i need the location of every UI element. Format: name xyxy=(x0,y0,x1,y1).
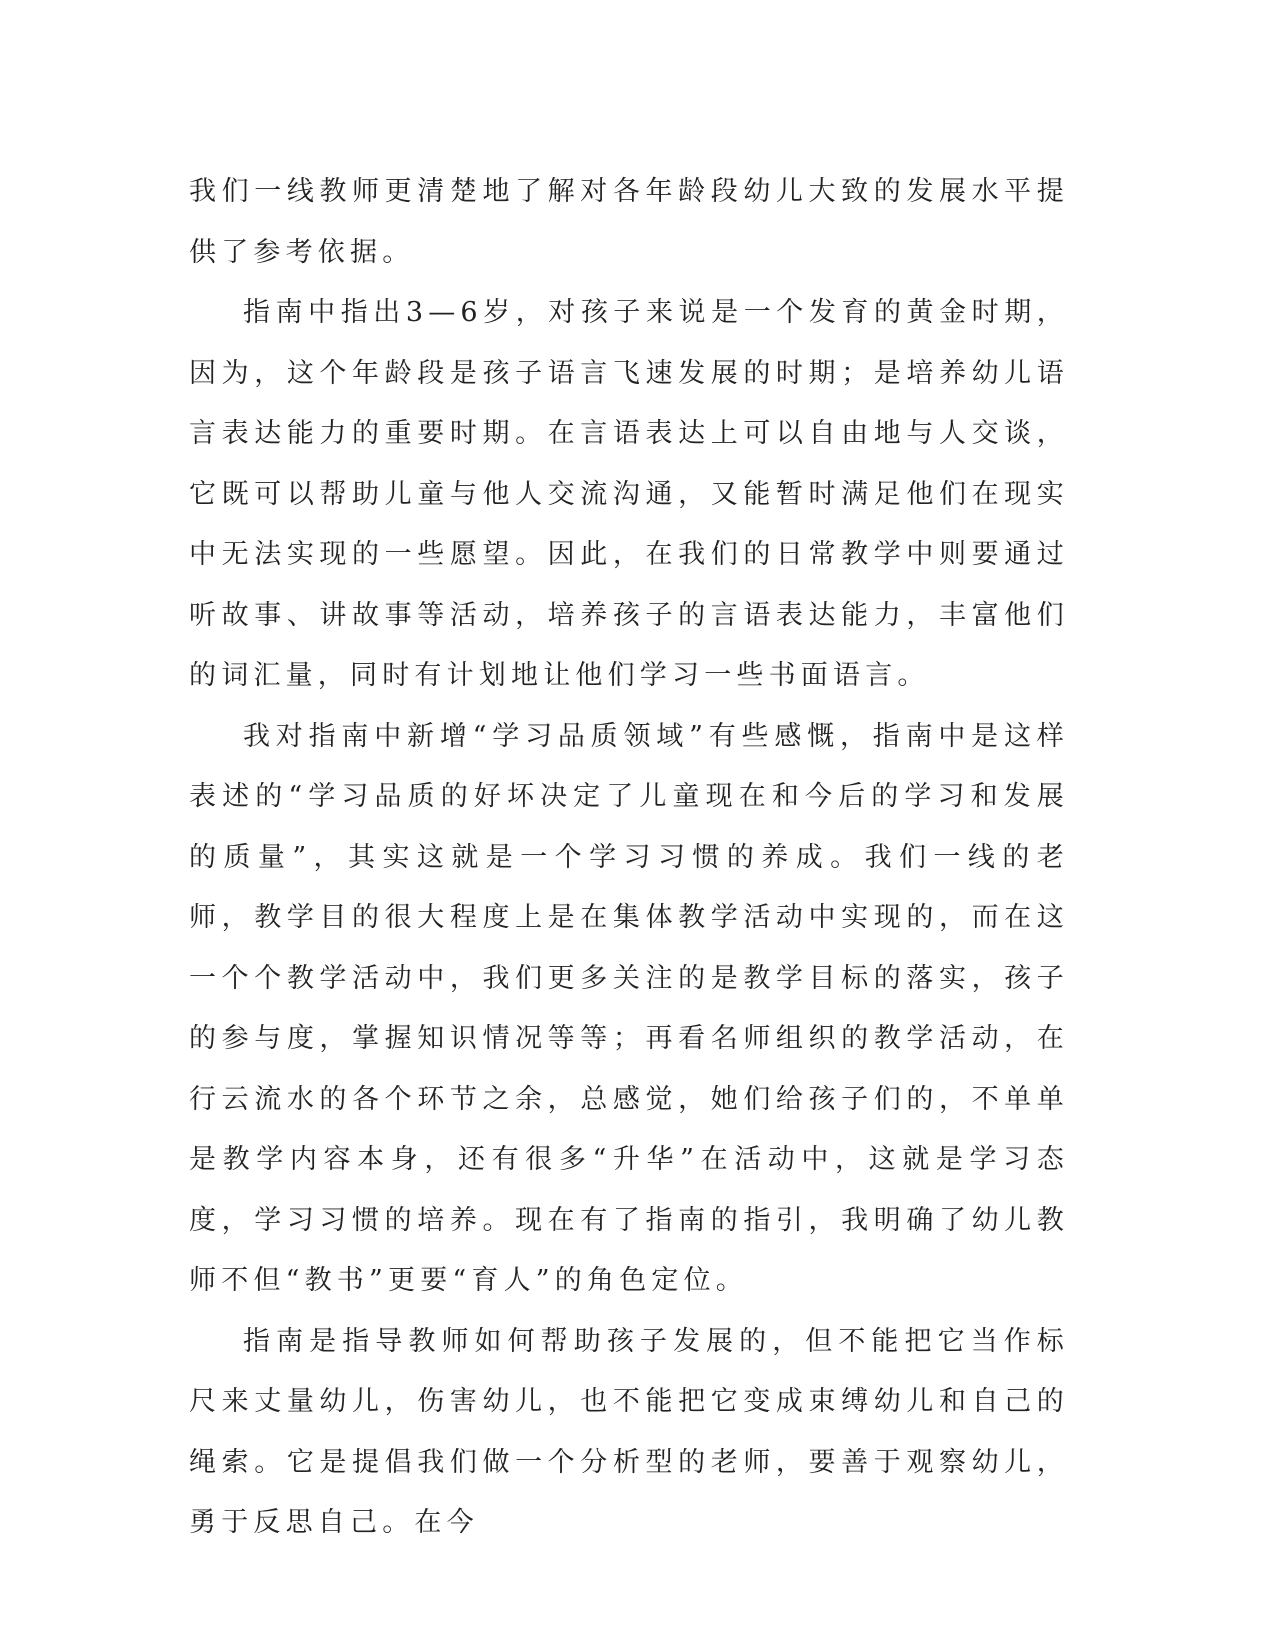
paragraph-learning-quality: 我对指南中新增“学习品质领域”有些感慨，指南中是这样表述的“学习品质的好坏决定了儿童现在和今后的学习和发展的质量”，其实这就是一个学习习惯的养成。我们一线的老师，教学目的很大程度上是在集体教学活动中实现的，而在这一个个教学活动中，我们更多关注的是教学目标的落实，孩子的参与度，掌握知识情况等等；再看名师组织的教学活动，在行云流水的各个环节之余，总感觉，她们给孩子们的，不单单是教学内容本身，还有很多“升华”在活动中，这就是学习态度，学习习惯的培养。现在有了指南的指引，我明确了幼儿教师不但“教书”更要“育人”的角色定位。 xyxy=(189,720,1069,1296)
document-body xyxy=(189,162,1069,1554)
paragraph-guide-purpose: 指南是指导教师如何帮助孩子发展的，但不能把它当作标尺来丈量幼儿，伤害幼儿，也不能把它变成束缚幼儿和自己的绳索。它是提倡我们做一个分析型的老师，要善于观察幼儿，勇于反思自己。在今 xyxy=(189,1325,1069,1538)
paragraph-continuation: 我们一线教师更清楚地了解对各年龄段幼儿大致的发展水平提供了参考依据。 xyxy=(189,176,1069,268)
paragraph-language-development: 指南中指出3—6岁，对孩子来说是一个发育的黄金时期，因为，这个年龄段是孩子语言飞速发展的时期；是培养幼儿语言表达能力的重要时期。在言语表达上可以自由地与人交谈，它既可以帮助儿童与他人交流沟通，又能暂时满足他们在现实中无法实现的一些愿望。因此，在我们的日常教学中则要通过听故事、讲故事等活动，培养孩子的言语表达能力，丰富他们的词汇量，同时有计划地让他们学习一些书面语言。 xyxy=(189,297,1069,691)
